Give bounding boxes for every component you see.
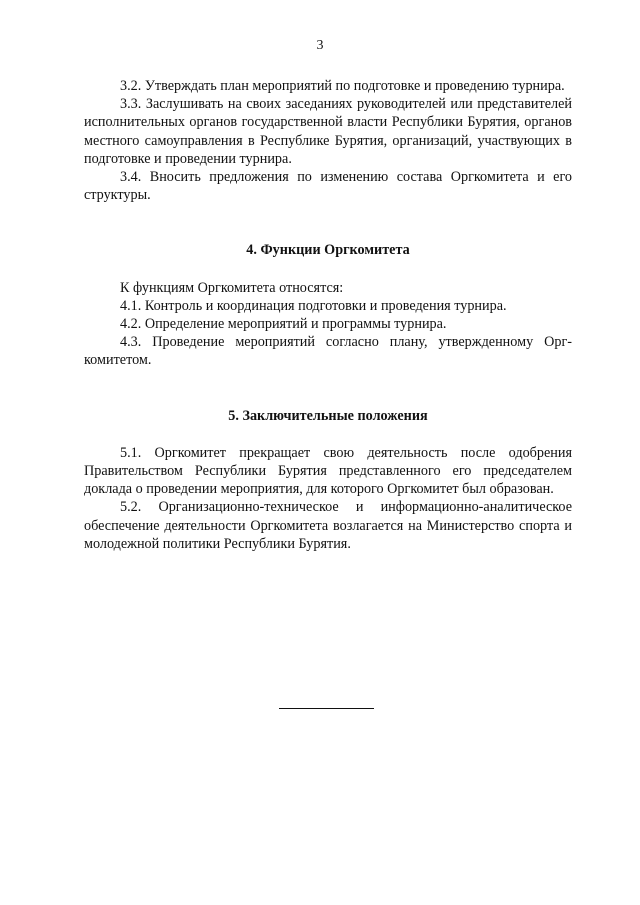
section-3-continuation: [84, 77, 572, 204]
paragraph-3-2: 3.2. Утверждать план мероприятий по подготовке и проведению турнира.: [120, 78, 565, 94]
paragraph-3-3: 3.3. Заслушивать на своих заседаниях руководителей или представителей исполнительных органов государственной власти Республики Бурятия, органов местного самоуправления в Республике Бурятия, организаций, участвующих в подготовке и проведении турнира.: [84, 96, 572, 167]
paragraph-4-2: 4.2. Определение мероприятий и программы турнира.: [120, 316, 447, 333]
section-4-heading: 4. Функции Оргкомитета: [246, 242, 410, 259]
section-4-intro: К функциям Оргкомитета относятся:: [120, 279, 344, 296]
document-body: [84, 77, 572, 553]
paragraph-5-1: 5.1. Оргкомитет прекращает свою деятельность после одобрения Правительством Республики Бурятия представленного его председателем доклада о проведении мероприятия, для которого Оргкомитет был образован.: [84, 444, 572, 498]
closing-rule: [279, 708, 374, 709]
paragraph-4-3: 4.3. Проведение мероприятий согласно плану, утвержденному Оргкомитетом.: [84, 334, 572, 369]
section-5-body: [84, 444, 572, 553]
section-5-heading: 5. Заключительные положения: [228, 407, 428, 424]
paragraph-5-2: 5.2. Организационно-техническое и информационно-аналитическое обеспечение деятельности Оргкомитета возлагается на Министерство спорта и молодежной политики Республики Бурятия.: [84, 499, 572, 552]
section-4-body: [84, 279, 572, 370]
paragraph-3-4: 3.4. Вносить предложения по изменению состава Оргкомитета и его структуры.: [84, 169, 572, 204]
page-number: 3: [316, 38, 324, 53]
paragraph-4-1: 4.1. Контроль и координация подготовки и проведения турнира.: [120, 297, 507, 314]
